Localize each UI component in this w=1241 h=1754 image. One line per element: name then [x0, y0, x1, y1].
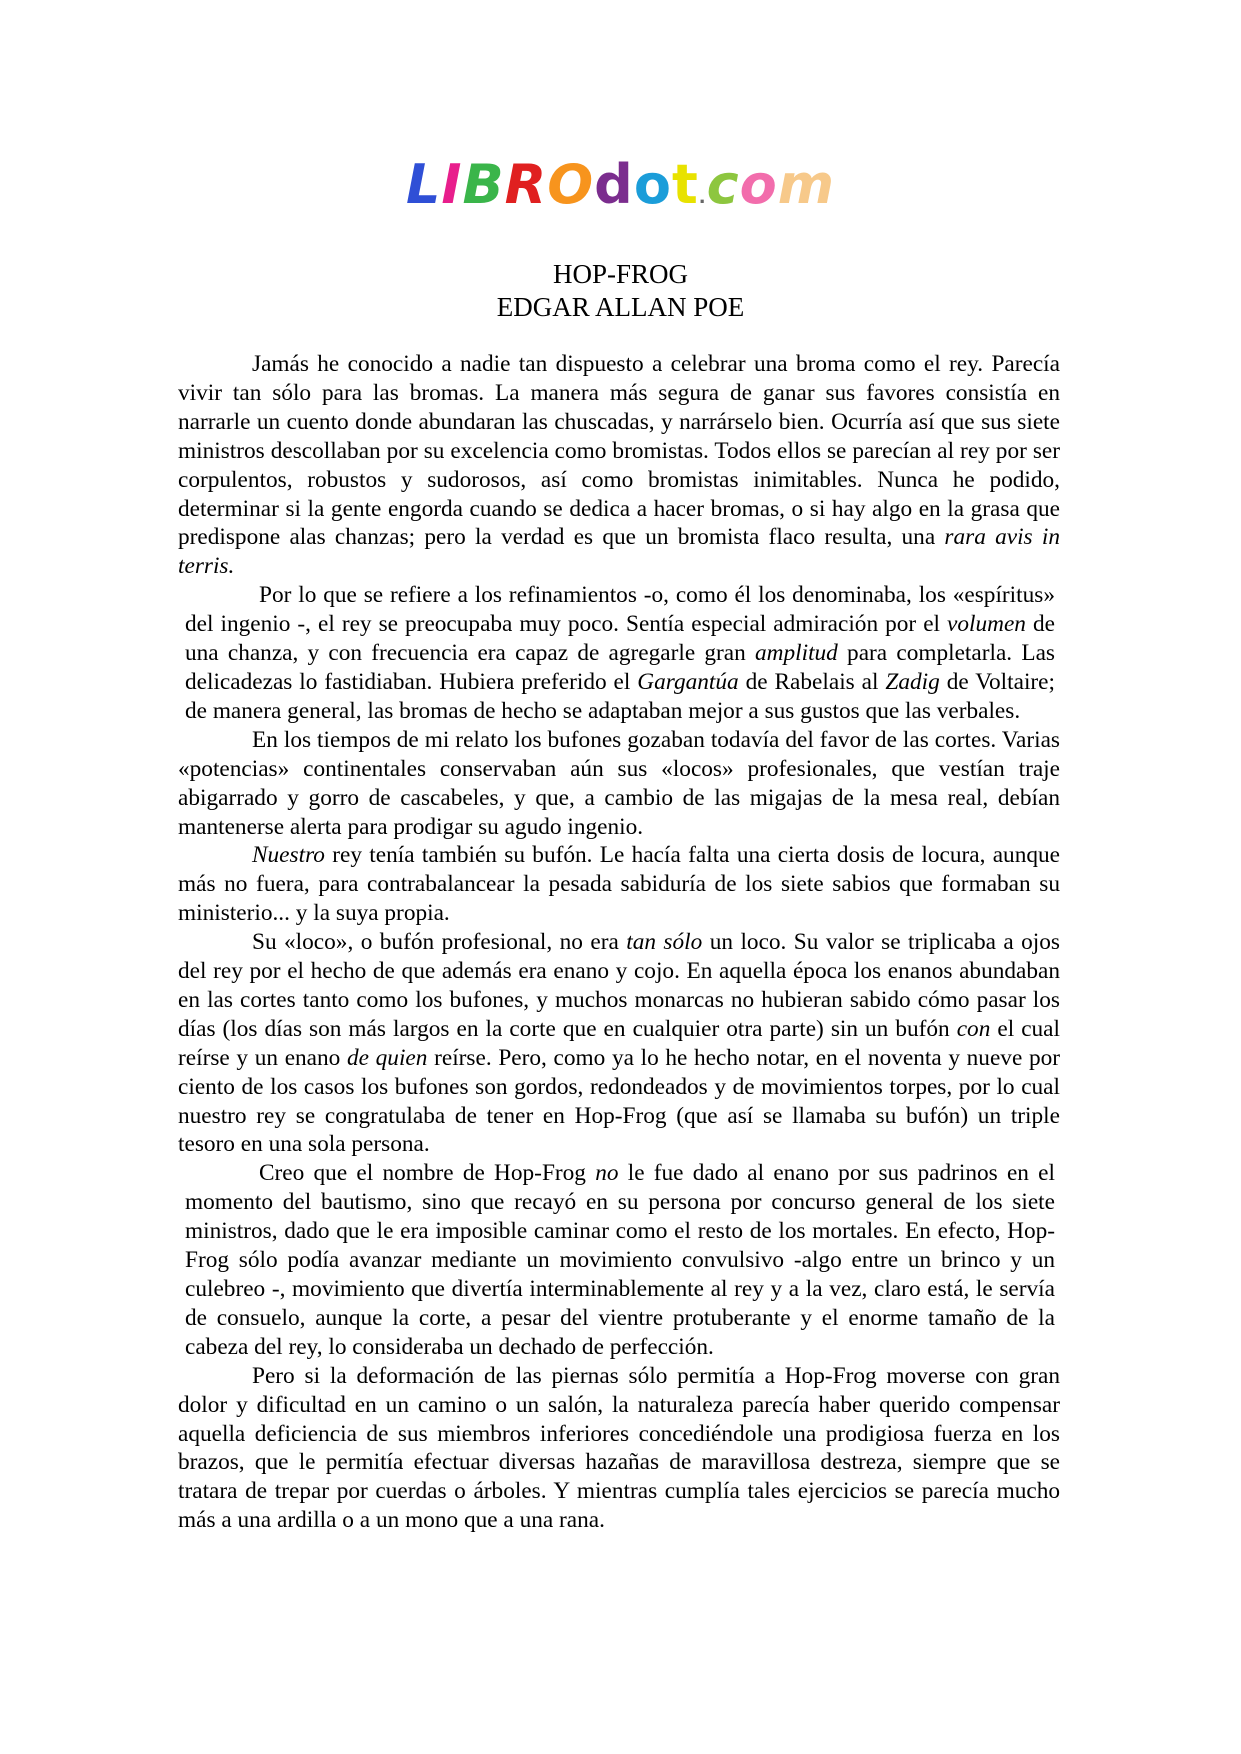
- logo-letter: .: [698, 187, 707, 208]
- italic-run: de quien: [347, 1044, 428, 1071]
- logo-letter: m: [777, 153, 836, 216]
- story-body: [178, 350, 1060, 1535]
- italic-run: no: [595, 1160, 619, 1187]
- logo-letter: I: [441, 153, 463, 216]
- text-run: le fue dado al enano por sus padrinos en el momento del bautismo, sino que recayó en su persona por concurso general de los siete ministros, dado que le era imposible caminar como el resto de los mortales. En efecto, Hop-Frog sólo podía avanzar mediante un movimiento convulsivo -algo entre un brinco y un culebreo -, movimiento que divertía interminablemente al rey y a la vez, claro está, le servía de consuelo, aunque la corte, a pesar del vientre protuberante y el enorme tamaño de la cabeza del rey, lo consideraba un dechado de perfección.: [185, 1160, 1055, 1360]
- logo-letter: o: [633, 153, 672, 216]
- paragraph-2: [185, 581, 1055, 726]
- text-run: de Rabelais al: [738, 668, 886, 695]
- text-run: de una chanza, y con frecuencia era capaz de agregarle gran: [185, 611, 1055, 667]
- italic-run: amplitud: [755, 640, 838, 667]
- text-run: el cual reírse y un enano: [178, 1015, 1060, 1071]
- paragraph-1: [178, 350, 1060, 581]
- story-title: HOP-FROG: [552, 259, 689, 289]
- paragraph-7: [178, 1362, 1060, 1535]
- text-run: reírse. Pero, como ya lo he hecho notar, en el noventa y nueve por ciento de los casos los bufones son gordos, redondeados y de movimientos torpes, por lo cual nuestro rey se congratulaba de tener en Hop-Frog (que así se llamaba su bufón) un triple tesoro en una sola persona.: [178, 1044, 1061, 1158]
- logo-letter: O: [547, 153, 595, 216]
- author-name: EDGAR ALLAN POE: [496, 292, 745, 322]
- paragraph-3: [178, 726, 1060, 842]
- text-run: Por lo que se refiere a los refinamientos -o, como él los denominaba, los «espíritus» del ingenio -, el rey se preocupaba muy poco. Sentía especial admiración por el: [185, 582, 1055, 638]
- paragraph-6: [185, 1159, 1055, 1361]
- italic-run: Gargantúa: [637, 668, 739, 695]
- logo-letter: c: [706, 153, 740, 216]
- logo-letter: B: [462, 153, 505, 216]
- italic-run: con: [956, 1015, 991, 1042]
- text-run: En los tiempos de mi relato los bufones gozaban todavía del favor de las cortes. Varias «potencias» continentales conservaban aún sus «locos» profesionales, que vestían traje abigarrado y gorro de cascabeles, y que, a cambio de las migajas de la mesa real, debían mantenerse alerta para prodigar su agudo ingenio.: [178, 726, 1060, 840]
- logo-letter: d: [594, 153, 634, 216]
- text-run: Pero si la deformación de las piernas sólo permitía a Hop-Frog moverse con gran dolor y dificultad en un camino o un salón, la naturaleza parecía haber querido compensar aquella deficiencia de sus miembros inferiores concediéndole una prodigiosa fuerza en los brazos, que le permitía efectuar diversas hazañas de maravillosa destreza, siempre que se tratara de trepar por cuerdas o árboles. Y mientras cumplía tales ejercicios se parecía mucho más a una ardilla o a un mono que a una rana.: [178, 1362, 1060, 1534]
- text-run: de Voltaire; de manera general, las bromas de hecho se adaptaban mejor a sus gustos que las verbales.: [185, 668, 1055, 724]
- text-run: Creo que el nombre de Hop-Frog: [259, 1160, 596, 1187]
- text-run: rey tenía también su bufón. Le hacía falta una cierta dosis de locura, aunque más no fuera, para contrabalancear la pesada sabiduría de los siete sabios que formaban su ministerio... y la suya propia.: [178, 842, 1060, 927]
- italic-run: tan sólo: [626, 929, 703, 956]
- librodot-logo: [0, 150, 1241, 233]
- paragraph-4: [178, 841, 1060, 928]
- logo-letter: L: [405, 153, 442, 216]
- text-run: un loco. Su valor se triplicaba a ojos del rey por el hecho de que además era enano y cojo. En aquella época los enanos abundaban en las cortes tanto como los bufones, y muchos monarcas no hubieran sabido cómo pasar los días (los días son más largos en la corte que en cualquier otra parte) sin un bufón: [178, 929, 1060, 1042]
- logo-letter: R: [504, 153, 548, 216]
- text-run: para completarla. Las delicadezas lo fastidiaban. Hubiera preferido el: [185, 640, 1055, 695]
- logo-letter: o: [739, 153, 778, 216]
- text-run: Su «loco», o bufón profesional, no era: [252, 929, 627, 956]
- italic-run: rara avis in terris.: [178, 524, 1060, 580]
- text-run: Jamás he conocido a nadie tan dispuesto a celebrar una broma como el rey. Parecía vivir tan sólo para las bromas. La manera más segura de ganar sus favores consistía en narrarle un cuento donde abundaran las chuscadas, y narrárselo bien. Ocurría así que sus siete ministros descollaban por su excelencia como bromistas. Todos ellos se parecían al rey por ser corpulentos, robustos y sudorosos, así como bromistas inimitables. Nunca he podido, determinar si la gente engorda cuando se dedica a hacer bromas, o si hay algo en la grasa que predispone alas chanzas; pero la verdad es que un bromista flaco resulta, una: [178, 351, 1060, 551]
- italic-run: Zadig: [885, 668, 940, 695]
- paragraph-5: [178, 928, 1060, 1159]
- italic-run: Nuestro: [252, 842, 325, 869]
- document-header: [0, 258, 1241, 324]
- italic-run: volumen: [947, 611, 1026, 638]
- logo-letter: t: [671, 153, 699, 216]
